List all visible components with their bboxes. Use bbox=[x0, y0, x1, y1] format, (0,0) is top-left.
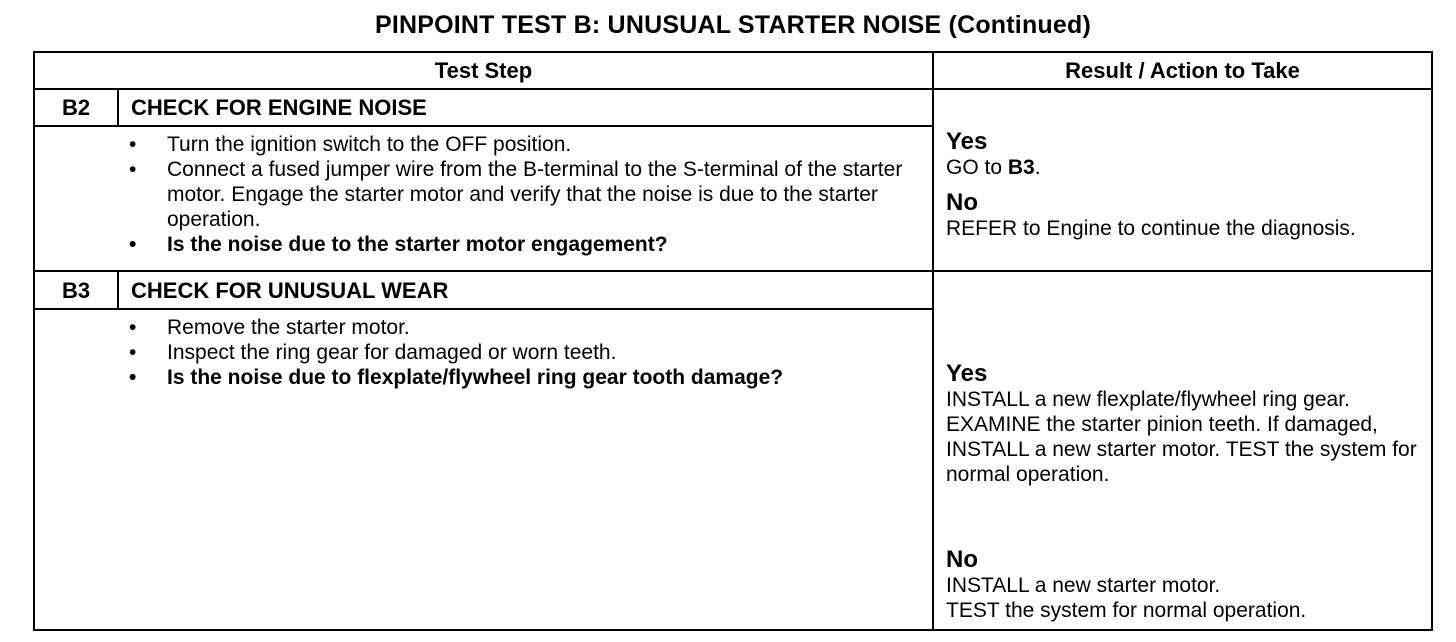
yes-action: GO to B3. bbox=[946, 156, 1041, 179]
step-id-b3: B3 bbox=[61, 278, 91, 303]
step-id-b2: B2 bbox=[61, 95, 91, 120]
no-action-test: TEST the system for normal operation. bbox=[946, 599, 1307, 622]
b3-title-underline bbox=[35, 308, 932, 310]
no-action: REFER to Engine to continue the diagnosis. bbox=[946, 217, 1356, 240]
yes-action: INSTALL a new flexplate/flywheel ring gear. EXAMINE the starter pinion teeth. If damaged, INSTALL a new starter motor. TEST the system for normal operation. bbox=[946, 388, 1417, 486]
list-item: • Inspect the ring gear for damaged or worn teeth. bbox=[125, 340, 935, 365]
list-item: • Connect a fused jumper wire from the B-terminal to the S-terminal of the starter motor. Engage the starter motor and verify that the noise is due to the starter operation. bbox=[125, 157, 935, 232]
result-header: Result / Action to Take bbox=[1065, 58, 1300, 83]
result-b3-no bbox=[946, 547, 1426, 623]
step-id-divider bbox=[117, 88, 119, 125]
step-question-b2: • Is the noise due to the starter motor engagement? bbox=[125, 232, 935, 257]
yes-label: Yes bbox=[946, 128, 988, 155]
yes-label: Yes bbox=[946, 360, 988, 387]
step-question-b3: • Is the noise due to flexplate/flywheel ring gear tooth damage? bbox=[125, 365, 807, 390]
no-label: No bbox=[946, 546, 978, 573]
step-actions-b3 bbox=[125, 315, 935, 390]
pinpoint-test-table bbox=[33, 51, 1433, 631]
list-item: • Remove the starter motor. bbox=[125, 315, 935, 340]
header-underline bbox=[35, 88, 1431, 90]
step-title-b3: CHECK FOR UNUSUAL WEAR bbox=[131, 278, 449, 303]
page-title: PINPOINT TEST B: UNUSUAL STARTER NOISE (Continued) bbox=[374, 11, 1091, 39]
step-title-b2: CHECK FOR ENGINE NOISE bbox=[131, 95, 427, 120]
step-actions-b2 bbox=[125, 132, 935, 257]
no-action: INSTALL a new starter motor. bbox=[946, 574, 1221, 597]
result-b3-yes bbox=[946, 361, 1426, 487]
b2-row-separator bbox=[35, 270, 1431, 272]
no-label: No bbox=[946, 189, 978, 216]
step-reference-b3: B3 bbox=[1007, 156, 1035, 179]
list-item: • Turn the ignition switch to the OFF position. bbox=[125, 132, 935, 157]
b2-title-underline bbox=[35, 125, 932, 127]
result-b2 bbox=[946, 129, 1426, 241]
step-id-divider bbox=[117, 272, 119, 309]
test-step-header: Test Step bbox=[434, 58, 533, 83]
